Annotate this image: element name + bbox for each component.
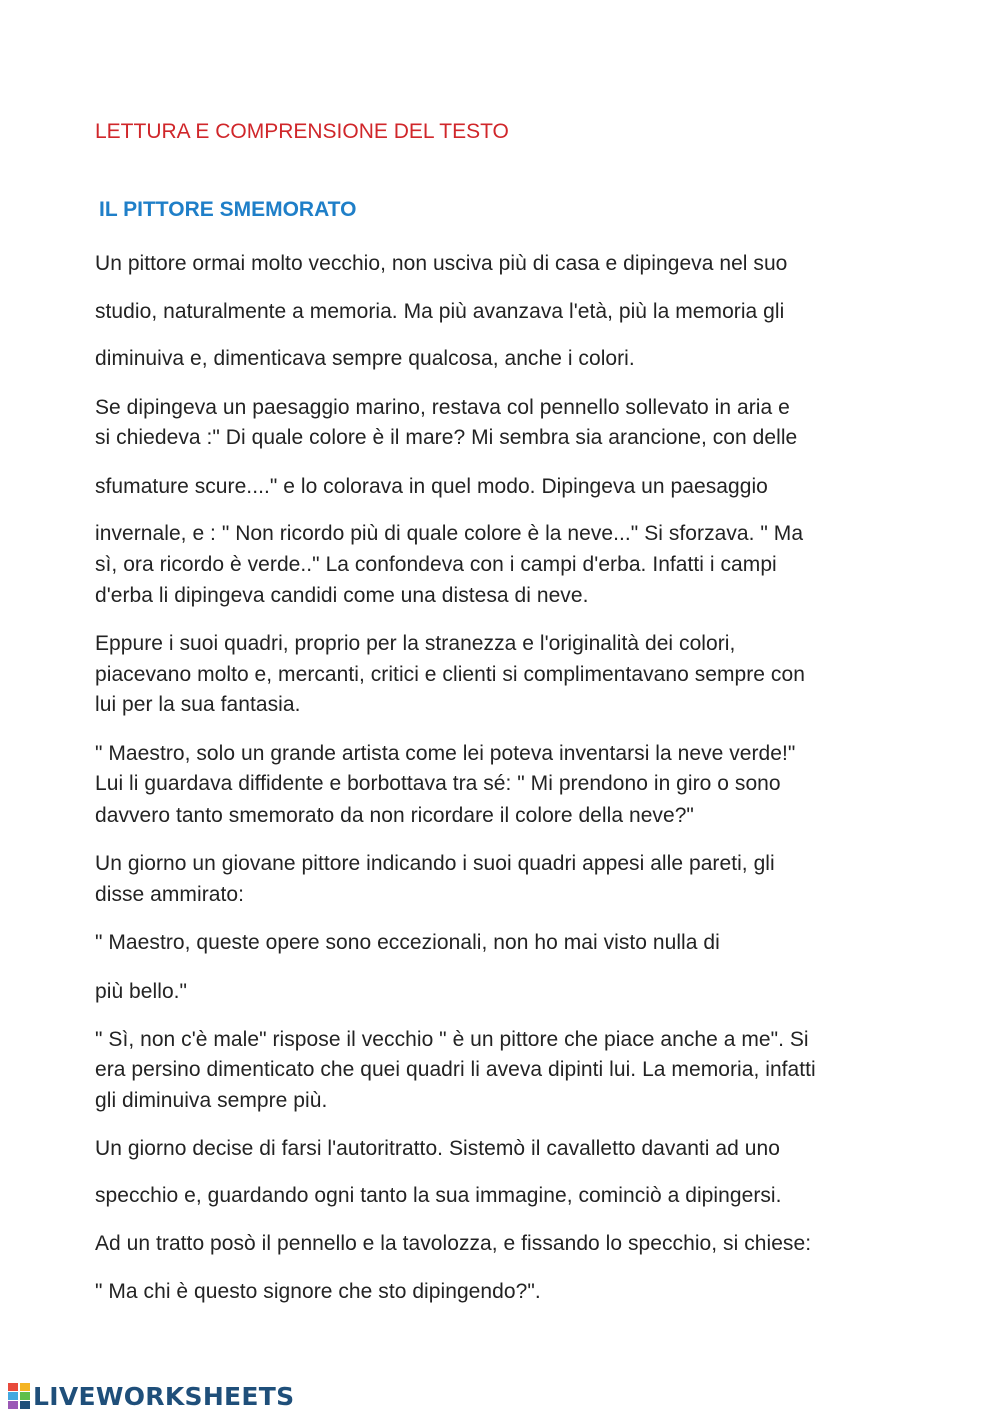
- text-line: Un giorno decise di farsi l'autoritratto. Sistemò il cavalletto davanti ad uno: [95, 1137, 780, 1160]
- text-line: " Ma chi è questo signore che sto dipingendo?".: [95, 1280, 541, 1303]
- text-line: " Sì, non c'è male" rispose il vecchio " è un pittore che piace anche a me". Si: [95, 1028, 809, 1051]
- footer-brand[interactable]: [8, 1380, 294, 1412]
- text-line: diminuiva e, dimenticava sempre qualcosa, anche i colori.: [95, 347, 635, 370]
- text-line: Lui li guardava diffidente e borbottava tra sé: " Mi prendono in giro o sono: [95, 772, 781, 795]
- text-line: specchio e, guardando ogni tanto la sua immagine, cominciò a dipingersi.: [95, 1184, 782, 1207]
- text-line: piacevano molto e, mercanti, critici e clienti si complimentavano sempre con: [95, 663, 805, 686]
- page-heading: LETTURA E COMPRENSIONE DEL TESTO: [95, 120, 509, 143]
- text-line: " Maestro, queste opere sono eccezionali, non ho mai visto nulla di: [95, 931, 720, 954]
- text-line: " Maestro, solo un grande artista come lei poteva inventarsi la neve verde!": [95, 742, 796, 765]
- text-line: invernale, e : " Non ricordo più di quale colore è la neve..." Si sforzava. " Ma: [95, 522, 804, 545]
- text-line: davvero tanto smemorato da non ricordare il colore della neve?": [95, 804, 694, 827]
- text-line: Un pittore ormai molto vecchio, non usciva più di casa e dipingeva nel suo: [95, 252, 788, 275]
- text-line: Un giorno un giovane pittore indicando i suoi quadri appesi alle pareti, gli: [95, 852, 775, 875]
- text-line: Eppure i suoi quadri, proprio per la stranezza e l'originalità dei colori,: [95, 632, 736, 655]
- text-line: sì, ora ricordo è verde.." La confondeva con i campi d'erba. Infatti i campi: [95, 553, 777, 576]
- liveworksheets-logo-icon: [8, 1383, 30, 1409]
- text-line: gli diminuiva sempre più.: [95, 1089, 328, 1112]
- text-line: studio, naturalmente a memoria. Ma più avanzava l'età, più la memoria gli: [95, 300, 785, 323]
- text-line: Se dipingeva un paesaggio marino, restava col pennello sollevato in aria e: [95, 396, 790, 419]
- text-line: lui per la sua fantasia.: [95, 693, 301, 716]
- story-title: IL PITTORE SMEMORATO: [99, 198, 357, 221]
- text-line: era persino dimenticato che quei quadri li aveva dipinti lui. La memoria, infatti: [95, 1058, 816, 1081]
- text-line: si chiedeva :" Di quale colore è il mare? Mi sembra sia arancione, con delle: [95, 426, 798, 449]
- text-line: Ad un tratto posò il pennello e la tavolozza, e fissando lo specchio, si chiese:: [95, 1232, 812, 1255]
- brand-name: LIVEWORKSHEETS: [33, 1381, 295, 1411]
- text-line: sfumature scure...." e lo colorava in quel modo. Dipingeva un paesaggio: [95, 475, 768, 498]
- text-line: d'erba li dipingeva candidi come una distesa di neve.: [95, 584, 589, 607]
- text-line: disse ammirato:: [95, 883, 244, 906]
- text-line: più bello.": [95, 980, 188, 1003]
